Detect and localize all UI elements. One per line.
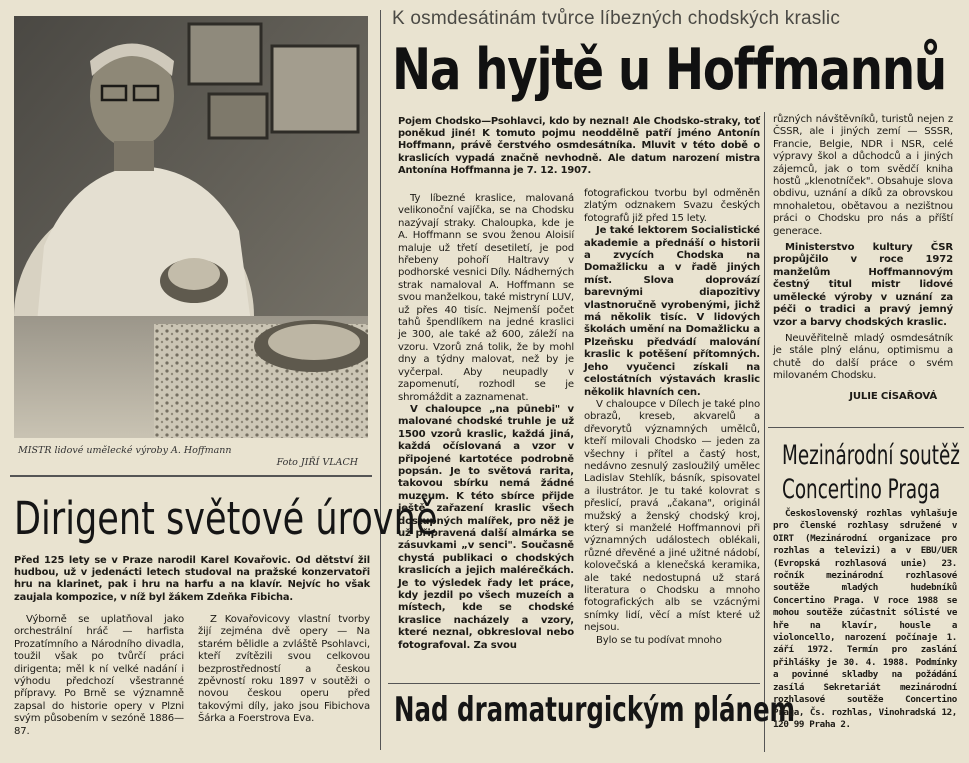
concertino-body: Československý rozhlas vyhlašuje pro členské rozhlasy sdružené v OIRT (Mezinárodní organizace pro rozhlas a televizi) a v EBU/UER (Evropská rozhlasová unie) 23. ročník mezinárodní rozhlasové soutěže mladých hudebníků Concertino Praga. V roce 1988 se mohou soutěže zúčastnit sólisté ve hře na klavír, housle a violoncello, narození počínaje 1. září 1972. Termín pro zaslání přihlášky je 30. 4. 1988. Podmínky a povinné skladby na požádání zasílá Sekretariát mezinárodní rozhlasové soutěže Concertino Praga, Čs. rozhlas, Vinohradská 12, 120 99 Praha 2.	[773, 508, 957, 730]
article-column-2	[584, 188, 760, 647]
dirigent-headline: Dirigent světové úrovně	[14, 492, 438, 545]
divider	[768, 427, 964, 428]
article-headline: Na hyjtě u Hoffmannů	[392, 37, 946, 103]
paragraph: Neuvěřitelně mladý osmdesátník je stále plný elánu, optimismu a chutě do další práce o svém milovaném Chodsku.	[773, 332, 953, 382]
article-kicker: K osmdesátinám tvůrce líbezných chodských kraslic	[392, 8, 841, 29]
paragraph: V chaloupce v Dílech je také plno obrazů, kreseb, akvarelů a dřevorytů významných umělců, kteří milovali Chodsko — jeden za všechny i přítel a častý host, nedávno zesnulý zasloužilý umělec Ladislav Stehlík, básník, spisovatel a ilustrátor. Je tu také kolovrat s přeslicí, pravá „čakana", originál mužský a ženský chodský kroj, který si manželé Hoffmannovi při významných událostech oblékali, různé dřevěné a jiné užitné nádobí, kolovečská a klenečská keramika, ale také nedostupná už stará literatura o Chodsku a mnoho fotografických alb se vzácnými snímky lidí, věcí a míst které už nejsou.	[584, 398, 760, 634]
photo-caption	[18, 445, 368, 469]
dramaturg-headline: Nad dramaturgickým plánem	[394, 690, 796, 730]
divider	[380, 10, 381, 750]
article-column-1	[398, 193, 574, 652]
paragraph: V chaloupce „na pūnebi" v malované chodské truhle je už 1500 vzorů kraslic, každá jiná, každá očíslovaná a vzor v připojené kartotéce podrobně popsán. Je to světová rarita, takovou sbírku nemá žádné muzeum. K této sbírce přijde ještě zařazení kraslic všech dostupných malířek, pro něž je už připravená další almárka se zásuvkami „v senci". Současně chystá publikaci o chodských kraslicích a jejich malérečkách. Je to výsledek řady let práce, kdy jezdil po všech muzeích a místech, kde se chodské kraslice nacházely a vzory, které neznal, obkresloval nebo fotografoval. Za svou	[398, 403, 574, 651]
paragraph: fotografickou tvorbu byl odměněn zlatým odznakem Svazu českých fotografů již před 15 lety.	[584, 188, 760, 224]
dirigent-column-1	[14, 614, 184, 738]
portrait-photo-illustration	[14, 16, 368, 438]
divider	[10, 475, 372, 477]
article-column-3	[773, 114, 953, 403]
paragraph: Je také lektorem Socialistické akademie a přednáší o historii a zvycích Chodska na Domažlicku a v řadě jiných míst. Slova doprovází barevnými diapozitivy vlastnoručně vyrobenými, jichž má několik tisíc. V lidových školách umění na Domažlicku a Plzeňsku předvádí malování kraslic k potěšení přítomných. Jeho vyučenci získali na celostátních výstavách kraslic několik hlavních cen.	[584, 225, 760, 398]
dirigent-lead: Před 125 lety se v Praze narodil Karel Kovařovic. Od dětství žil hudbou, už v jedenácti letech studoval na pražské konzervatoři hru na klarinet, pak i hru na harfu a na klavír. Nejvíc ho však zaujala kompozice, v níž byl žákem Zdeňka Fibicha.	[14, 555, 370, 603]
divider	[388, 683, 760, 684]
divider	[764, 112, 765, 752]
photo-mistr-hoffmann	[14, 16, 368, 438]
article-lead: Pojem Chodsko—Psohlavci, kdo by neznal! Ale Chodsko-straky, toť poněkud jiné! K tomuto pojmu neoddělně patří jméno Antonín Hoffmann, právě čerstvého osmdesátníka. Mluvit v této době o kraslicích vypadá značně nevhodně. Ale datum narození mistra Antonína Hoffmanna je 7. 12. 1907.	[398, 116, 760, 176]
paragraph: Výborně se uplatňoval jako orchestrální hráč — harfista Prozatímního a Národního divadla, toužil však po tvůrčí práci dirigenta; měl k ní velké nadání i výhodu předchozí všestranné přípravy. Po Brně se významně zapsal do historie opery v Plzni svým působením v sezóně 1886—87.	[14, 614, 184, 737]
paragraph: Ministerstvo kultury ČSR propůjčilo v roce 1972 manželům Hoffmannovým čestný titul mistr lidové umělecké výroby v uznání za péči o tradici a pravý jemný vzor a barvy chodských kraslic.	[773, 242, 953, 328]
dirigent-column-2	[198, 614, 370, 726]
paragraph: různých návštěvníků, turistů nejen z ČSSR, ale i jiných zemí — SSSR, Francie, Belgie, NDR i NSR, celé výpravy škol a důchodců a i jiných zájemců, jak o tom svědčí kniha hostů „klenotníček". Obsahuje slova obdivu, uznání a díků za obrovskou mnohaletou, obětavou a nezištnou práci o Chodsku pro nás a příští generace.	[773, 114, 953, 237]
concertino-title-1: Mezinárodní soutěž	[782, 440, 960, 471]
paragraph: Bylo se tu podívat mnoho	[596, 634, 722, 646]
paragraph: Z Kovařovicovy vlastní tvorby žijí zejména dvě opery — Na starém bělidle a zvláště Psohlavci, kteří zvítězili svou celkovou bezprostředností a českou zpěvností roku 1897 v soutěži o novou českou operu před takovými díly, jako jsou Fibichova Šárka a Foerstrova Eva.	[198, 614, 370, 725]
concertino-title-2: Concertino Praga	[782, 474, 941, 505]
paragraph: Ty líbezné kraslice, malovaná velikonoční vajíčka, se na Chodsku nazývají straky. Chaloupka, kde je A. Hoffmann se svou ženou Aloisií maluje už třetí desetiletí, je pod hřebeny pohoří Haltravy v podhorské vesnici Díly. Nádherných strak namaloval A. Hoffmann se svou manželkou, také mistryní LUV, už přes 40 tisíc. Nejmenší počet tahů špendlíkem na jedné kraslici je 300, ale také až 600, záleží na vzoru. Vzorů zná tolik, že by mohl dny a týdny malovat, než by je vyčerpal. Aby neupadly v zapomenutí, rozhodl se je shromáždit a zaznamenat.	[398, 193, 574, 403]
caption-credit: Foto JIŘÍ VLACH	[276, 457, 358, 468]
article-author: JULIE CÍSAŘOVÁ	[849, 390, 937, 402]
caption-left: MISTR lidové umělecké výroby A. Hoffmann	[18, 445, 232, 456]
